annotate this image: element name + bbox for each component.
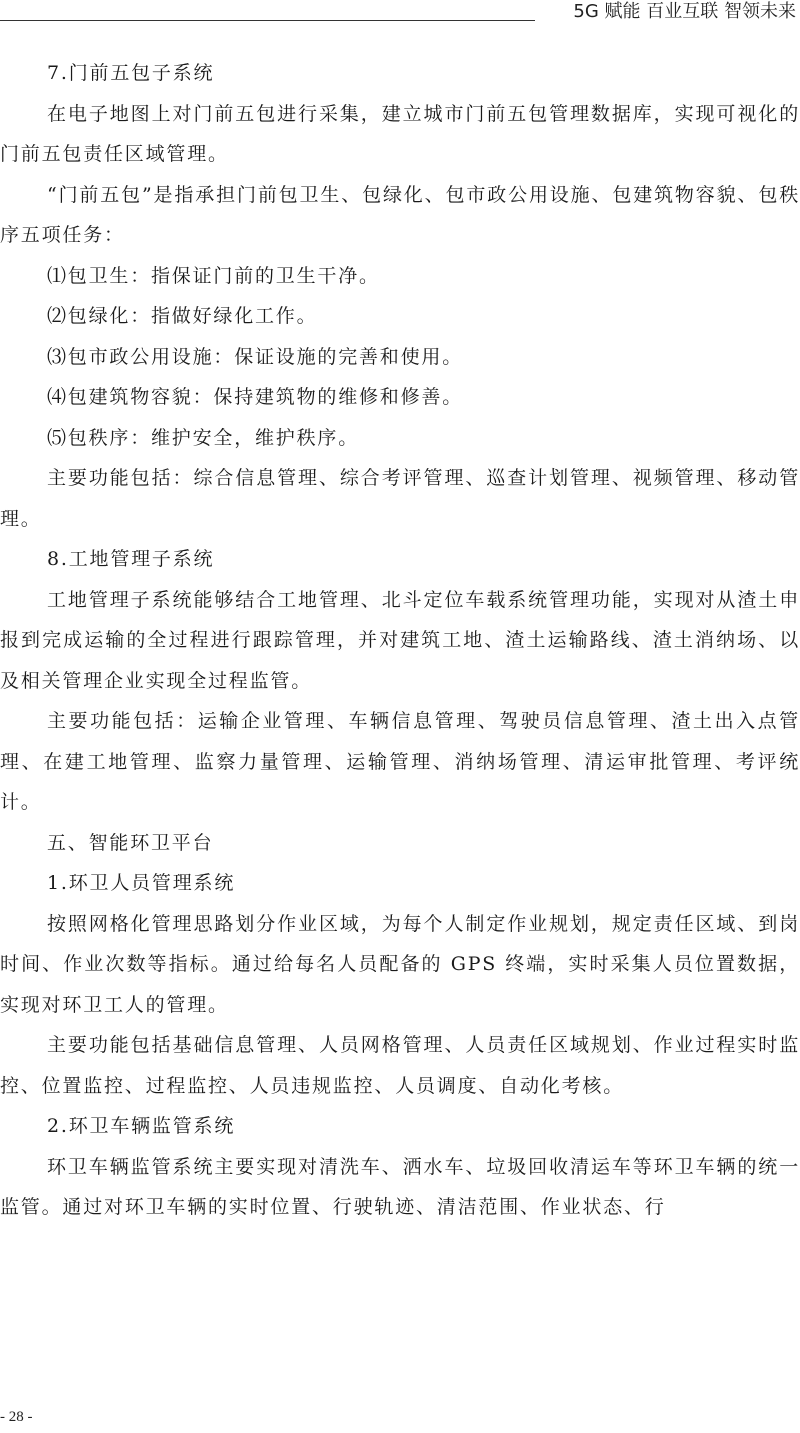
chapter-heading-sanitation-platform: 五、智能环卫平台 [47,831,214,854]
paragraph: 按照网格化管理思路划分作业区域，为每个人制定作业规划，规定责任区域、到岗时间、作业次数等指标。通过给每名人员配备的 GPS 终端，实时采集人员位置数据，实现对环卫工人的管理。 [0,912,800,1016]
paragraph: 主要功能包括：综合信息管理、综合考评管理、巡查计划管理、视频管理、移动管理。 [0,467,800,530]
paragraph: 环卫车辆监管系统主要实现对清洗车、洒水车、垃圾回收清运车等环卫车辆的统一监管。通过对环卫车辆的实时位置、行驶轨迹、清洁范围、作业状态、行 [0,1155,800,1218]
paragraph: 主要功能包括基础信息管理、人员网格管理、人员责任区域规划、作业过程实时监控、位置监控、过程监控、人员违规监控、人员调度、自动化考核。 [0,1034,800,1097]
section-heading-sanitation-vehicles: 2.环卫车辆监管系统 [47,1115,236,1137]
header-slogan: 5G 赋能 百业互联 智领未来 [573,1,796,22]
paragraph: 在电子地图上对门前五包进行采集，建立城市门前五包管理数据库，实现可视化的门前五包责任区域管理。 [0,102,800,165]
paragraph: 工地管理子系统能够结合工地管理、北斗定位车载系统管理功能，实现对从渣土申报到完成运输的全过程进行跟踪管理，并对建筑工地、渣土运输路线、渣土消纳场、以及相关管理企业实现全过程监管。 [0,588,800,692]
list-item: ⑵包绿化：指做好绿化工作。 [47,305,318,327]
list-item: ⑶包市政公用设施：保证设施的完善和使用。 [47,345,464,368]
paragraph: 主要功能包括：运输企业管理、车辆信息管理、驾驶员信息管理、渣土出入点管理、在建工地管理、监察力量管理、运输管理、消纳场管理、清运审批管理、考评统计。 [0,710,800,813]
header-rule [0,20,535,21]
list-item: ⑴包卫生：指保证门前的卫生干净。 [47,264,380,287]
paragraph: “门前五包”是指承担门前包卫生、包绿化、包市政公用设施、包建筑物容貌、包秩序五项任务： [0,183,800,246]
section-heading-sanitation-personnel: 1.环卫人员管理系统 [47,872,236,894]
page-number: - 28 - [0,1409,33,1425]
document-body [0,53,800,1228]
section-heading-construction-site: 8.工地管理子系统 [47,548,215,570]
list-item: ⑷包建筑物容貌：保持建筑物的维修和修善。 [47,386,464,408]
section-heading-door-five: 7.门前五包子系统 [47,62,215,84]
list-item: ⑸包秩序：维护安全，维护秩序。 [47,426,360,449]
